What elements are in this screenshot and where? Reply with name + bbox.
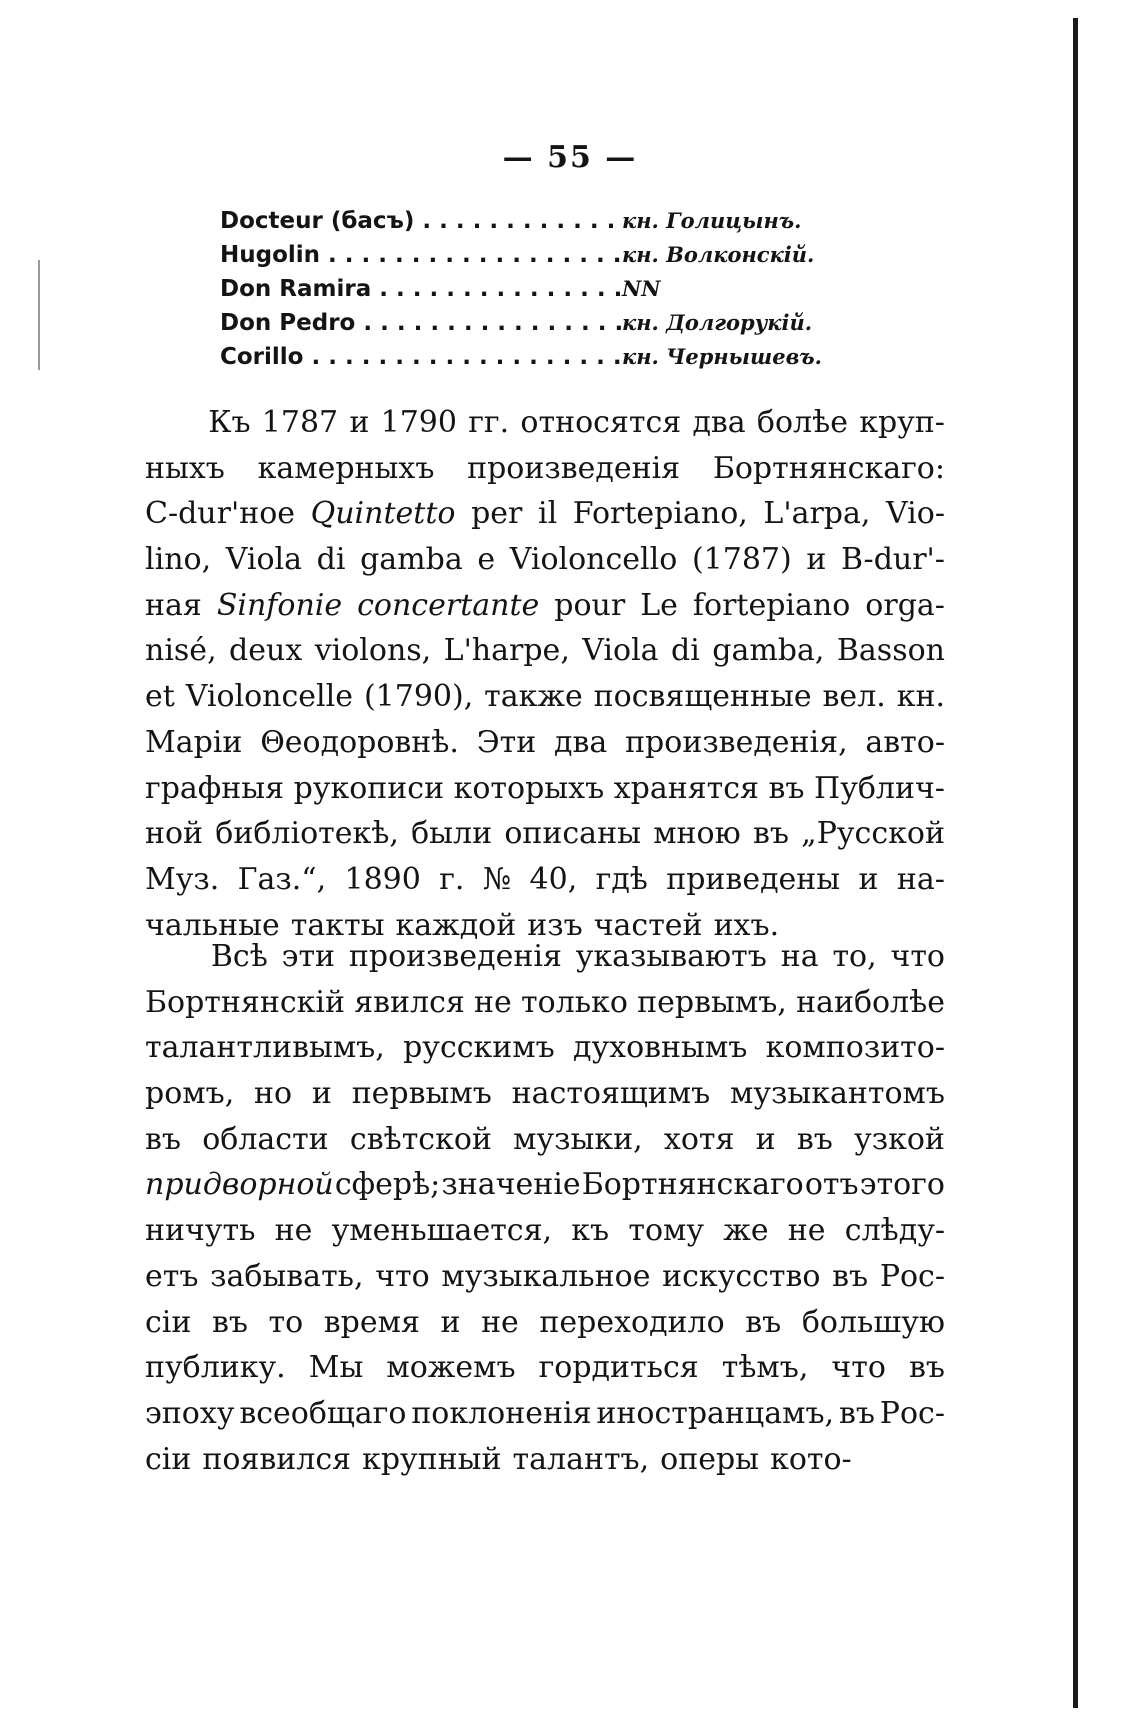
cast-list — [220, 208, 860, 378]
cast-actor: кн. Волконскій. — [622, 242, 815, 267]
cast-role: Don Pedro . . . — [220, 310, 622, 336]
cast-actor: кн. Чернышевъ. — [622, 344, 822, 369]
paragraph-line: ромъ, но и первымъ настоящимъ музыкантомъ — [145, 1076, 945, 1112]
page-margin-mark — [38, 260, 40, 370]
paragraph-line: придворной сферѣ; значеніе Бортнянскаго отъ этого — [145, 1167, 945, 1203]
paragraph-line: C-dur'ное Quintetto per il Fortepiano, L'arpa, Vio- — [145, 496, 945, 532]
paragraph-1 — [145, 400, 945, 948]
paragraph-line: графныя рукописи которыхъ хранятся въ Публич- — [145, 770, 945, 806]
paragraph-line: талантливымъ, русскимъ духовнымъ композито- — [145, 1030, 945, 1066]
paragraph-line: nisé, deux violons, L'harpe, Viola di gamba, Basson — [145, 633, 945, 669]
cast-actor: кн. Долгорукій. — [622, 310, 813, 335]
paragraph-line: lino, Viola di gamba e Violoncello (1787) и B-dur'- — [145, 542, 945, 578]
cast-role: Don Ramira . . . — [220, 276, 622, 302]
paragraph-line: эпоху всеобщаго поклоненія иностранцамъ, въ Рос- — [145, 1395, 945, 1431]
paragraph-line: сіи въ то время и не переходило въ большую — [145, 1304, 945, 1340]
paragraph-line: сіи появился крупный талантъ, оперы кото- — [145, 1441, 852, 1477]
paragraph-line: Муз. Газ.“, 1890 г. № 40, гдѣ приведены и на- — [145, 861, 945, 897]
paragraph-line: Всѣ эти произведенія указываютъ на то, что — [210, 939, 945, 974]
cast-actor: NN — [622, 276, 661, 301]
page-edge-line — [1073, 18, 1078, 1708]
cast-row — [220, 242, 860, 276]
paragraph-line: етъ забывать, что музыкальное искусство въ Рос- — [145, 1258, 945, 1294]
cast-row — [220, 208, 860, 242]
cast-actor: кн. Голицынъ. — [622, 208, 802, 233]
cast-role: Corillo . . . — [220, 344, 622, 370]
paragraph-2 — [145, 934, 945, 1482]
paragraph-line: et Violoncelle (1790), также посвященные вел. кн. — [145, 679, 945, 715]
cast-row — [220, 344, 860, 378]
paragraph-line: Маріи Θеодоровнѣ. Эти два произведенія, авто- — [145, 724, 945, 760]
page-number: — 55 — — [502, 140, 638, 175]
cast-role: Hugolin . . . — [220, 242, 622, 268]
cast-row — [220, 276, 860, 310]
cast-row — [220, 310, 860, 344]
paragraph-line: Бортнянскій явился не только первымъ, наиболѣе — [145, 984, 945, 1020]
paragraph-line: Къ 1787 и 1790 гг. относятся два болѣе круп- — [208, 405, 945, 440]
paragraph-line: ной библіотекѣ, были описаны мною въ „Русской — [145, 816, 945, 852]
paragraph-line: чальные такты каждой изъ частей ихъ. — [145, 907, 780, 943]
paragraph-line: ныхъ камерныхъ произведенія Бортнянскаго: — [145, 450, 945, 486]
paragraph-line: ничуть не уменьшается, къ тому же не слѣду- — [145, 1213, 945, 1249]
cast-role: Docteur (басъ) . . . — [220, 208, 622, 234]
paragraph-line: въ области свѣтской музыки, хотя и въ узкой — [145, 1121, 945, 1157]
paragraph-line: публику. Мы можемъ гордиться тѣмъ, что въ — [145, 1350, 945, 1386]
paragraph-line: ная Sinfonie concertante pour Le fortepiano orga- — [145, 587, 945, 623]
